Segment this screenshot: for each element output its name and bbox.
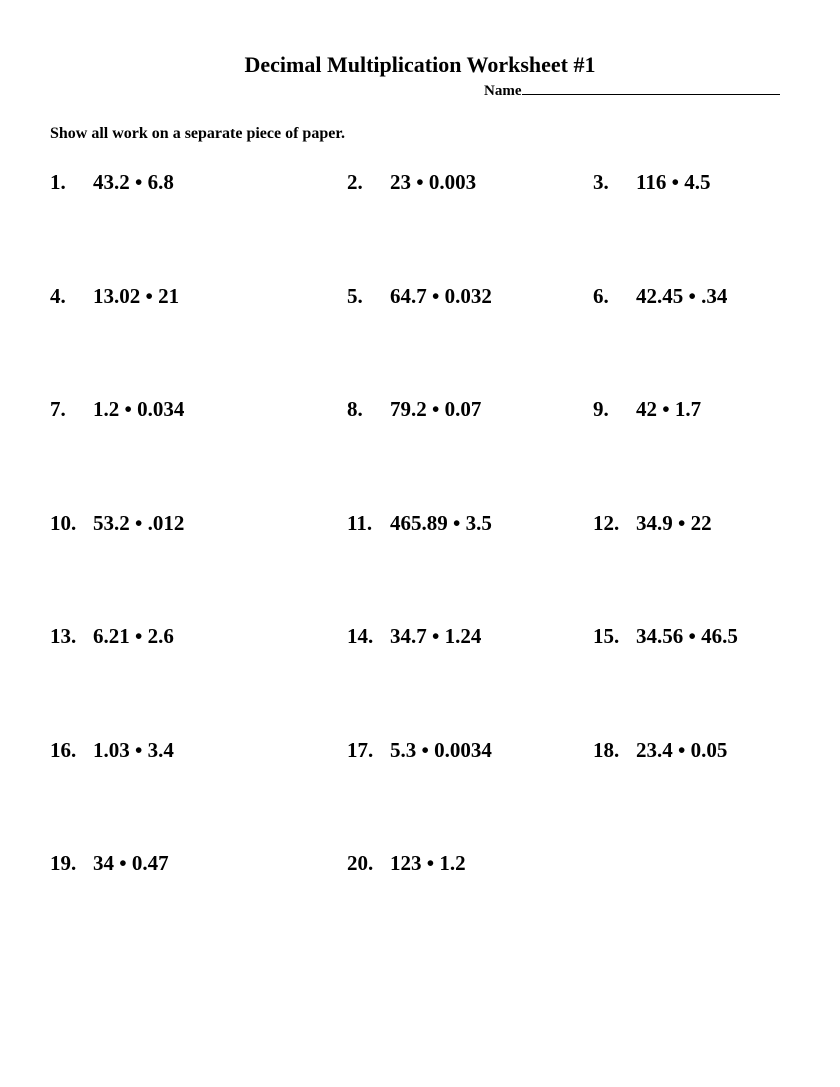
worksheet-title: Decimal Multiplication Worksheet #1 — [244, 52, 596, 77]
problem-item — [347, 170, 593, 284]
problem-grid — [50, 170, 810, 965]
problem-number: 6. — [593, 283, 609, 308]
problem-number: 7. — [50, 397, 66, 421]
problem-number: 8. — [347, 397, 363, 421]
problem-item — [50, 397, 347, 511]
problem-number: 18. — [593, 737, 620, 762]
problem-expression: 34.9 • 22 — [636, 510, 712, 535]
problem-item — [593, 284, 810, 398]
problem-number: 10. — [50, 510, 77, 535]
problem-number: 1. — [50, 170, 66, 194]
name-label: Name — [484, 83, 522, 99]
problem-item — [593, 397, 810, 511]
problem-expression: 116 • 4.5 — [636, 170, 711, 194]
problem-expression: 64.7 • 0.032 — [390, 283, 492, 308]
problem-expression: 1.2 • 0.034 — [93, 397, 185, 421]
name-blank-line[interactable] — [522, 80, 780, 95]
problem-item — [347, 624, 593, 738]
problem-number: 13. — [50, 624, 77, 648]
problem-expression: 5.3 • 0.0034 — [390, 737, 492, 762]
problem-item — [593, 170, 810, 284]
problem-expression: 42.45 • .34 — [636, 283, 728, 308]
problem-expression: 43.2 • 6.8 — [93, 170, 174, 194]
problem-number: 16. — [50, 737, 77, 762]
problem-expression: 34.56 • 46.5 — [636, 624, 738, 648]
problem-number: 3. — [593, 170, 609, 194]
problem-item — [50, 851, 347, 965]
problem-number: 20. — [347, 851, 374, 875]
instructions: Show all work on a separate piece of paper. — [50, 125, 345, 142]
problem-item — [50, 511, 347, 625]
problem-item — [347, 851, 593, 965]
problem-expression: 6.21 • 2.6 — [93, 624, 174, 648]
problem-expression: 42 • 1.7 — [636, 397, 702, 421]
problem-number: 5. — [347, 283, 363, 308]
problem-number: 9. — [593, 397, 609, 421]
problem-expression: 34.7 • 1.24 — [390, 624, 482, 648]
problem-number: 2. — [347, 170, 363, 194]
problem-number: 19. — [50, 851, 77, 875]
problem-number: 4. — [50, 283, 66, 308]
problem-expression: 123 • 1.2 — [390, 851, 466, 875]
problem-expression: 1.03 • 3.4 — [93, 737, 174, 762]
problem-number: 12. — [593, 510, 620, 535]
problem-item — [593, 624, 810, 738]
problem-item — [347, 397, 593, 511]
problem-expression: 23 • 0.003 — [390, 170, 477, 194]
problem-expression: 465.89 • 3.5 — [390, 510, 492, 535]
problem-item — [347, 511, 593, 625]
problem-item — [50, 170, 347, 284]
problem-expression: 13.02 • 21 — [93, 283, 180, 308]
problem-expression: 23.4 • 0.05 — [636, 737, 728, 762]
problem-number: 17. — [347, 737, 374, 762]
problem-item — [593, 511, 810, 625]
problem-expression: 34 • 0.47 — [93, 851, 169, 875]
problem-item — [50, 624, 347, 738]
problem-item — [50, 284, 347, 398]
problem-expression: 53.2 • .012 — [93, 510, 185, 535]
problem-number: 14. — [347, 624, 374, 648]
name-field[interactable] — [484, 80, 780, 100]
problem-item — [347, 738, 593, 852]
problem-item — [347, 284, 593, 398]
problem-item — [50, 738, 347, 852]
problem-item — [593, 738, 810, 852]
problem-number: 11. — [347, 510, 373, 535]
problem-number: 15. — [593, 624, 620, 648]
problem-expression: 79.2 • 0.07 — [390, 397, 482, 421]
